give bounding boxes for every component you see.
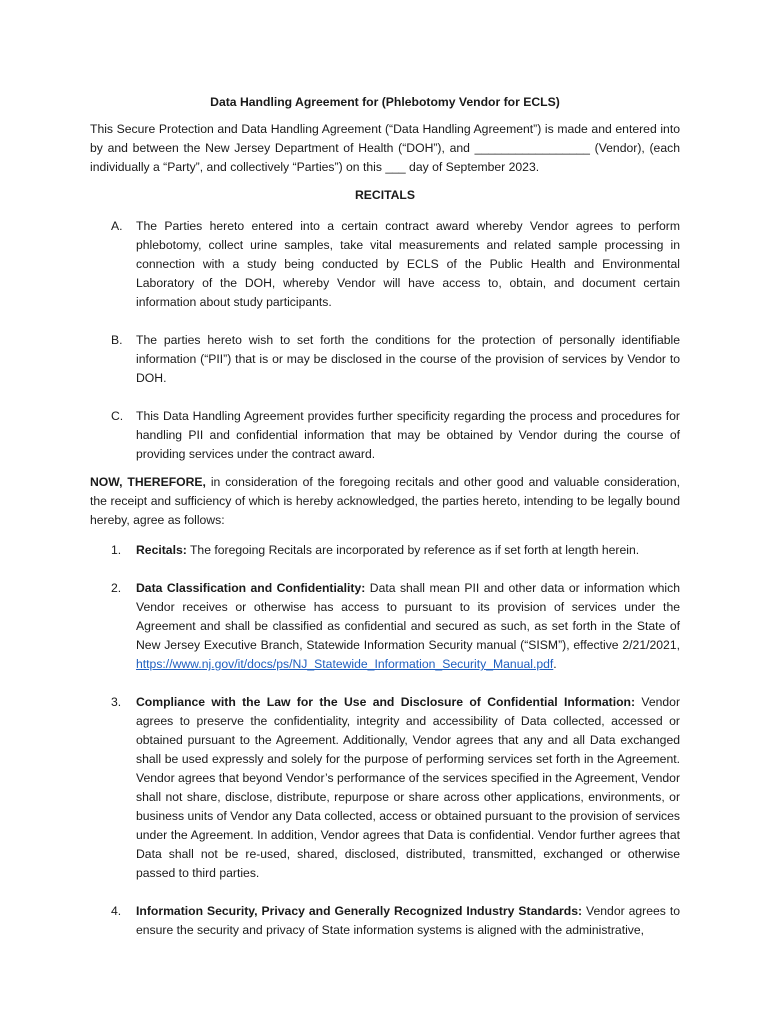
recital-a bbox=[90, 217, 680, 312]
recital-marker: B. bbox=[111, 333, 123, 347]
section-text bbox=[136, 541, 680, 560]
now-therefore-text: in consideration of the foregoing recitals and other good and valuable consideration, the receipt and sufficiency of which is hereby acknowledged, the parties hereto, intending to be legally bound hereby, agree as follows: bbox=[90, 475, 680, 527]
section-text bbox=[136, 693, 680, 883]
section-body: Data shall mean PII and other data or information which Vendor receives or otherwise has access to pursuant to its provision of services under the Agreement and shall be classified as confidential and secured as such, as set forth in the State of New Jersey Executive Branch, Statewide Information Security manual (“SISM”), effective 2/21/2021, bbox=[136, 581, 680, 652]
section-marker: 1. bbox=[111, 543, 122, 557]
recital-b bbox=[90, 331, 680, 388]
section-1 bbox=[90, 541, 680, 560]
section-3 bbox=[90, 693, 680, 883]
section-heading: Information Security, Privacy and Generally Recognized Industry Standards: bbox=[136, 904, 583, 918]
now-therefore-lead: NOW, THEREFORE, bbox=[90, 475, 206, 489]
recital-marker: A. bbox=[111, 219, 123, 233]
section-2 bbox=[90, 579, 680, 674]
recital-c bbox=[90, 407, 680, 464]
recital-text: The parties hereto wish to set forth the conditions for the protection of personally identifiable information (“PII”) that is or may be disclosed in the course of the provision of services by Vendor to DOH. bbox=[136, 333, 680, 385]
section-heading: Compliance with the Law for the Use and Disclosure of Confidential Information: bbox=[136, 695, 636, 709]
recitals-heading: RECITALS bbox=[354, 188, 416, 202]
section-body: Vendor agrees to preserve the confidentiality, integrity and accessibility of Data collected, accessed or obtained pursuant to the Agreement. Additionally, Vendor agrees that any and all Data exchanged shall be used expressly and solely for the purpose of performing services set forth in the Agreement. Vendor agrees that beyond Vendor’s performance of the services specified in the Agreement, Vendor shall not share, disclose, distribute, repurpose or share across other applications, environments, or business units of Vendor any Data collected, access or obtained pursuant to the provision of services under the Agreement. In addition, Vendor agrees that Data is confidential. Vendor further agrees that Data shall not be re-used, shared, disclosed, distributed, transmitted, exchanged or otherwise passed to third parties. bbox=[136, 695, 681, 880]
document-title: Data Handling Agreement for (Phlebotomy Vendor for ECLS) bbox=[210, 95, 560, 109]
recital-text: The Parties hereto entered into a certain contract award whereby Vendor agrees to perform phlebotomy, collect urine samples, take vital measurements and related sample processing in connection with a study being conducted by ECLS of the Public Health and Environmental Laboratory of the DOH, whereby Vendor will have access to, obtain, and document certain information about study participants. bbox=[136, 219, 680, 309]
recital-text: This Data Handling Agreement provides further specificity regarding the process and procedures for handling PII and confidential information that may be obtained by Vendor during the course of providing services under the contract award. bbox=[136, 409, 680, 461]
section-body: The foregoing Recitals are incorporated by reference as if set forth at length herein. bbox=[186, 543, 640, 557]
section-marker: 4. bbox=[111, 904, 122, 918]
section-marker: 2. bbox=[111, 581, 122, 595]
section-heading: Data Classification and Confidentiality: bbox=[136, 581, 366, 595]
sism-manual-link[interactable]: https://www.nj.gov/it/docs/ps/NJ_Statewide_Information_Security_Manual.pdf bbox=[136, 657, 554, 671]
recital-marker: C. bbox=[111, 409, 124, 423]
section-body: Vendor agrees to ensure the security and privacy of State information systems is aligned with the administrative, bbox=[136, 904, 681, 937]
section-body-end: . bbox=[553, 657, 557, 671]
section-marker: 3. bbox=[111, 695, 122, 709]
section-4 bbox=[90, 902, 680, 940]
intro-paragraph: This Secure Protection and Data Handling Agreement (“Data Handling Agreement”) is made and entered into by and between the New Jersey Department of Health (“DOH”), and _________________ (Vendor), (each individually a “Party”, and collectively “Parties”) on this ___ day of September 2023. bbox=[90, 122, 680, 174]
document-body bbox=[90, 93, 680, 959]
now-therefore-paragraph bbox=[90, 473, 680, 530]
section-text bbox=[136, 579, 680, 674]
section-heading: Recitals: bbox=[136, 543, 187, 557]
section-text bbox=[136, 902, 680, 940]
